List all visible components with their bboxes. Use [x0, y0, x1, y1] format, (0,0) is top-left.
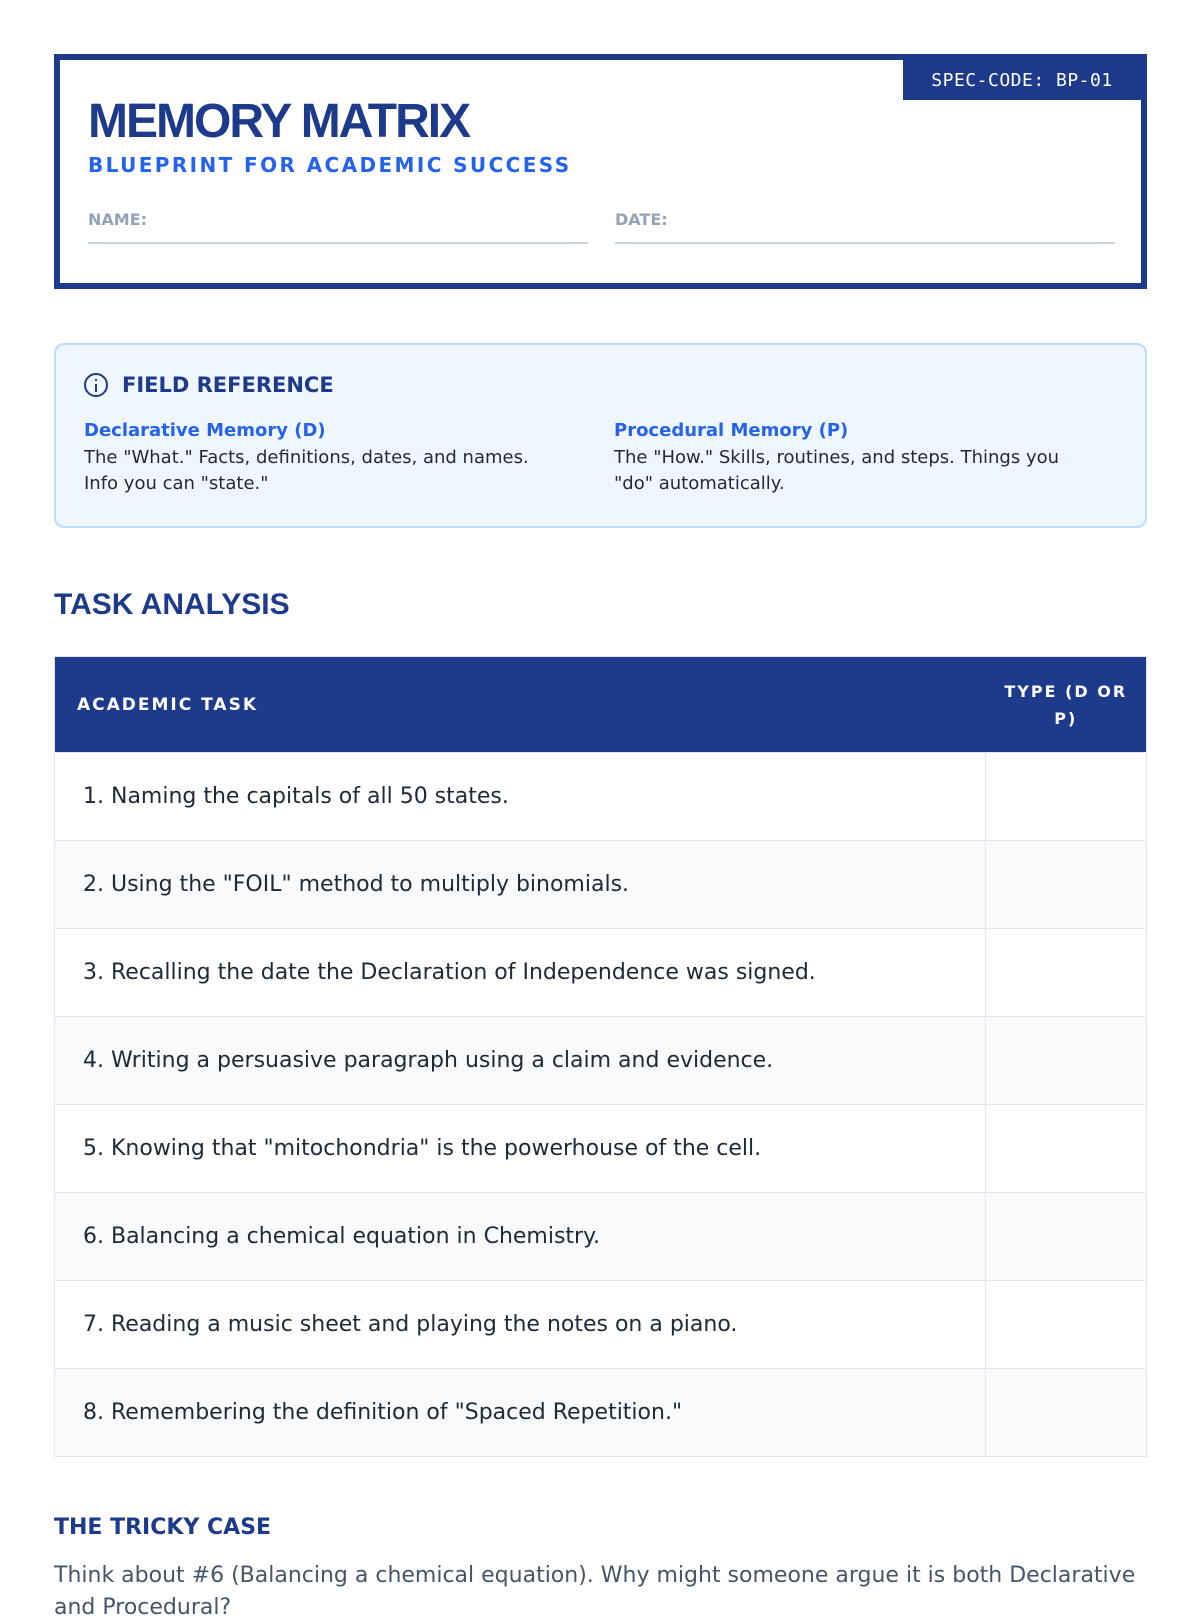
table-row	[55, 1369, 1147, 1457]
table-row	[55, 1193, 1147, 1281]
table-row	[55, 1105, 1147, 1193]
task-cell: 3. Recalling the date the Declaration of Independence was signed.	[55, 929, 986, 1017]
table-row	[55, 1017, 1147, 1105]
info-icon	[84, 373, 108, 397]
task-analysis-title: TASK ANALYSIS	[54, 588, 290, 621]
task-cell: 5. Knowing that "mitochondria" is the powerhouse of the cell.	[55, 1105, 986, 1193]
date-field[interactable]	[615, 206, 1115, 244]
type-answer-cell[interactable]	[986, 841, 1147, 929]
task-analysis-table	[54, 656, 1147, 1457]
type-answer-cell[interactable]	[986, 753, 1147, 841]
task-cell: 1. Naming the capitals of all 50 states.	[55, 753, 986, 841]
procedural-title: Procedural Memory (P)	[614, 420, 849, 441]
page-title: MEMORY MATRIX	[88, 95, 470, 148]
type-answer-cell[interactable]	[986, 1369, 1147, 1457]
column-header-task: ACADEMIC TASK	[77, 694, 259, 715]
type-answer-cell[interactable]	[986, 929, 1147, 1017]
table-row	[55, 841, 1147, 929]
field-reference-box	[54, 343, 1147, 528]
tricky-case-text: Think about #6 (Balancing a chemical equation). Why might someone argue it is both Declarative and Procedural?	[54, 1563, 1136, 1620]
name-field[interactable]	[88, 206, 588, 244]
name-label: NAME:	[88, 210, 148, 229]
procedural-definition	[614, 420, 1094, 497]
declarative-title: Declarative Memory (D)	[84, 420, 326, 441]
field-reference-heading	[84, 373, 334, 397]
type-answer-cell[interactable]	[986, 1105, 1147, 1193]
task-cell: 8. Remembering the definition of "Spaced Repetition."	[55, 1369, 986, 1457]
date-label: DATE:	[615, 210, 668, 229]
spec-code-badge: SPEC-CODE: BP-01	[903, 60, 1141, 100]
declarative-description: The "What." Facts, definitions, dates, and names. Info you can "state."	[84, 447, 529, 494]
table-header-row	[55, 657, 1147, 753]
type-answer-cell[interactable]	[986, 1281, 1147, 1369]
field-reference-title: FIELD REFERENCE	[122, 373, 334, 397]
table-row	[55, 929, 1147, 1017]
worksheet-header	[54, 54, 1147, 289]
task-cell: 4. Writing a persuasive paragraph using a claim and evidence.	[55, 1017, 986, 1105]
type-answer-cell[interactable]	[986, 1017, 1147, 1105]
type-answer-cell[interactable]	[986, 1193, 1147, 1281]
column-header-type: TYPE (D OR P)	[1004, 681, 1128, 728]
task-cell: 6. Balancing a chemical equation in Chemistry.	[55, 1193, 986, 1281]
table-row	[55, 1281, 1147, 1369]
tricky-case-title: THE TRICKY CASE	[54, 1515, 272, 1540]
procedural-description: The "How." Skills, routines, and steps. Things you "do" automatically.	[614, 447, 1060, 494]
task-cell: 2. Using the "FOIL" method to multiply binomials.	[55, 841, 986, 929]
page-subtitle: BLUEPRINT FOR ACADEMIC SUCCESS	[88, 153, 572, 177]
declarative-definition	[84, 420, 564, 497]
table-row	[55, 753, 1147, 841]
task-cell: 7. Reading a music sheet and playing the notes on a piano.	[55, 1281, 986, 1369]
